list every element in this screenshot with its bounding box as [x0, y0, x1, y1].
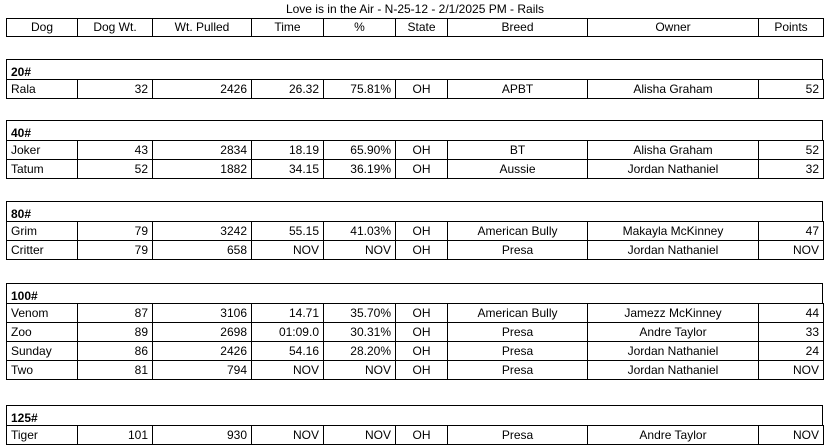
cell-state: OH [396, 304, 448, 323]
cell-percent: 36.19% [324, 160, 396, 179]
cell-state: OH [396, 361, 448, 380]
cell-time: NOV [252, 361, 324, 380]
cell-wt-pulled: 3242 [153, 222, 252, 241]
cell-percent: 30.31% [324, 323, 396, 342]
cell-breed: Presa [448, 323, 588, 342]
cell-dog: Grim [7, 222, 78, 241]
cell-points: 47 [759, 222, 824, 241]
cell-percent: 41.03% [324, 222, 396, 241]
table-row [7, 304, 824, 323]
cell-breed: Presa [448, 426, 588, 445]
cell-breed: American Bully [448, 222, 588, 241]
cell-breed: Presa [448, 342, 588, 361]
cell-breed: Aussie [448, 160, 588, 179]
cell-points: 52 [759, 141, 824, 160]
weight-class-label: 125# [6, 405, 823, 425]
cell-percent: 65.90% [324, 141, 396, 160]
weight-class-table [6, 425, 824, 445]
cell-wt-pulled: 2426 [153, 342, 252, 361]
weight-class-table [6, 221, 824, 260]
cell-wt-pulled: 1882 [153, 160, 252, 179]
table-row [7, 222, 824, 241]
weight-class-group [6, 59, 823, 99]
cell-owner: Jordan Nathaniel [588, 160, 759, 179]
cell-percent: NOV [324, 241, 396, 260]
cell-wt-pulled: 794 [153, 361, 252, 380]
cell-time: 34.15 [252, 160, 324, 179]
cell-dog: Rala [7, 80, 78, 99]
col-header-state: State [396, 19, 448, 37]
cell-state: OH [396, 160, 448, 179]
cell-points: NOV [759, 361, 824, 380]
cell-dog-wt: 32 [78, 80, 153, 99]
cell-points: NOV [759, 426, 824, 445]
weight-class-label: 100# [6, 283, 823, 303]
cell-time: NOV [252, 241, 324, 260]
cell-dog: Zoo [7, 323, 78, 342]
cell-owner: Andre Taylor [588, 323, 759, 342]
weight-class-label: 20# [6, 59, 823, 79]
cell-time: 14.71 [252, 304, 324, 323]
col-header-wt-pulled: Wt. Pulled [153, 19, 252, 37]
cell-owner: Jordan Nathaniel [588, 241, 759, 260]
cell-state: OH [396, 426, 448, 445]
cell-breed: BT [448, 141, 588, 160]
weight-class-table [6, 140, 824, 179]
cell-dog: Tiger [7, 426, 78, 445]
cell-dog-wt: 87 [78, 304, 153, 323]
cell-wt-pulled: 930 [153, 426, 252, 445]
cell-dog: Joker [7, 141, 78, 160]
weight-class-group [6, 201, 823, 260]
cell-points: 52 [759, 80, 824, 99]
cell-state: OH [396, 323, 448, 342]
col-header-breed: Breed [448, 19, 588, 37]
cell-breed: APBT [448, 80, 588, 99]
cell-time: 18.19 [252, 141, 324, 160]
cell-points: NOV [759, 241, 824, 260]
cell-state: OH [396, 241, 448, 260]
header-row [6, 18, 824, 37]
cell-state: OH [396, 141, 448, 160]
cell-dog-wt: 43 [78, 141, 153, 160]
cell-wt-pulled: 658 [153, 241, 252, 260]
cell-dog: Critter [7, 241, 78, 260]
cell-points: 32 [759, 160, 824, 179]
cell-wt-pulled: 2698 [153, 323, 252, 342]
weight-class-group [6, 405, 823, 445]
table-row [7, 361, 824, 380]
cell-time: 54.16 [252, 342, 324, 361]
cell-owner: Alisha Graham [588, 80, 759, 99]
table-row [7, 426, 824, 445]
table-row [7, 323, 824, 342]
weight-class-table [6, 79, 824, 99]
cell-state: OH [396, 342, 448, 361]
col-header-dog: Dog [7, 19, 78, 37]
col-header-percent: % [324, 19, 396, 37]
weight-class-label: 80# [6, 201, 823, 221]
cell-owner: Alisha Graham [588, 141, 759, 160]
cell-dog-wt: 89 [78, 323, 153, 342]
cell-wt-pulled: 2426 [153, 80, 252, 99]
col-header-owner: Owner [588, 19, 759, 37]
cell-dog-wt: 52 [78, 160, 153, 179]
cell-percent: 28.20% [324, 342, 396, 361]
col-header-time: Time [252, 19, 324, 37]
cell-state: OH [396, 80, 448, 99]
col-header-points: Points [759, 19, 824, 37]
cell-dog-wt: 79 [78, 222, 153, 241]
cell-wt-pulled: 2834 [153, 141, 252, 160]
cell-breed: Presa [448, 361, 588, 380]
table-row [7, 342, 824, 361]
cell-dog-wt: 79 [78, 241, 153, 260]
cell-dog: Sunday [7, 342, 78, 361]
page-title: Love is in the Air - N-25-12 - 2/1/2025 PM - Rails [285, 2, 545, 16]
cell-time: 26.32 [252, 80, 324, 99]
cell-dog-wt: 101 [78, 426, 153, 445]
col-header-dog-wt: Dog Wt. [78, 19, 153, 37]
cell-dog: Venom [7, 304, 78, 323]
table-row [7, 241, 824, 260]
table-row [7, 141, 824, 160]
cell-percent: 35.70% [324, 304, 396, 323]
weight-class-group [6, 283, 823, 380]
cell-owner: Jamezz McKinney [588, 304, 759, 323]
cell-state: OH [396, 222, 448, 241]
weight-class-group [6, 120, 823, 179]
cell-time: 55.15 [252, 222, 324, 241]
cell-breed: American Bully [448, 304, 588, 323]
cell-percent: NOV [324, 426, 396, 445]
cell-percent: 75.81% [324, 80, 396, 99]
cell-owner: Jordan Nathaniel [588, 342, 759, 361]
cell-time: 01:09.0 [252, 323, 324, 342]
weight-class-table [6, 303, 824, 380]
table-row [7, 160, 824, 179]
cell-dog: Two [7, 361, 78, 380]
cell-dog-wt: 86 [78, 342, 153, 361]
cell-points: 44 [759, 304, 824, 323]
cell-points: 24 [759, 342, 824, 361]
cell-owner: Jordan Nathaniel [588, 361, 759, 380]
cell-breed: Presa [448, 241, 588, 260]
cell-owner: Makayla McKinney [588, 222, 759, 241]
table-row [7, 80, 824, 99]
cell-percent: NOV [324, 361, 396, 380]
cell-dog-wt: 81 [78, 361, 153, 380]
cell-dog: Tatum [7, 160, 78, 179]
cell-time: NOV [252, 426, 324, 445]
cell-wt-pulled: 3106 [153, 304, 252, 323]
weight-class-label: 40# [6, 120, 823, 140]
cell-points: 33 [759, 323, 824, 342]
cell-owner: Andre Taylor [588, 426, 759, 445]
